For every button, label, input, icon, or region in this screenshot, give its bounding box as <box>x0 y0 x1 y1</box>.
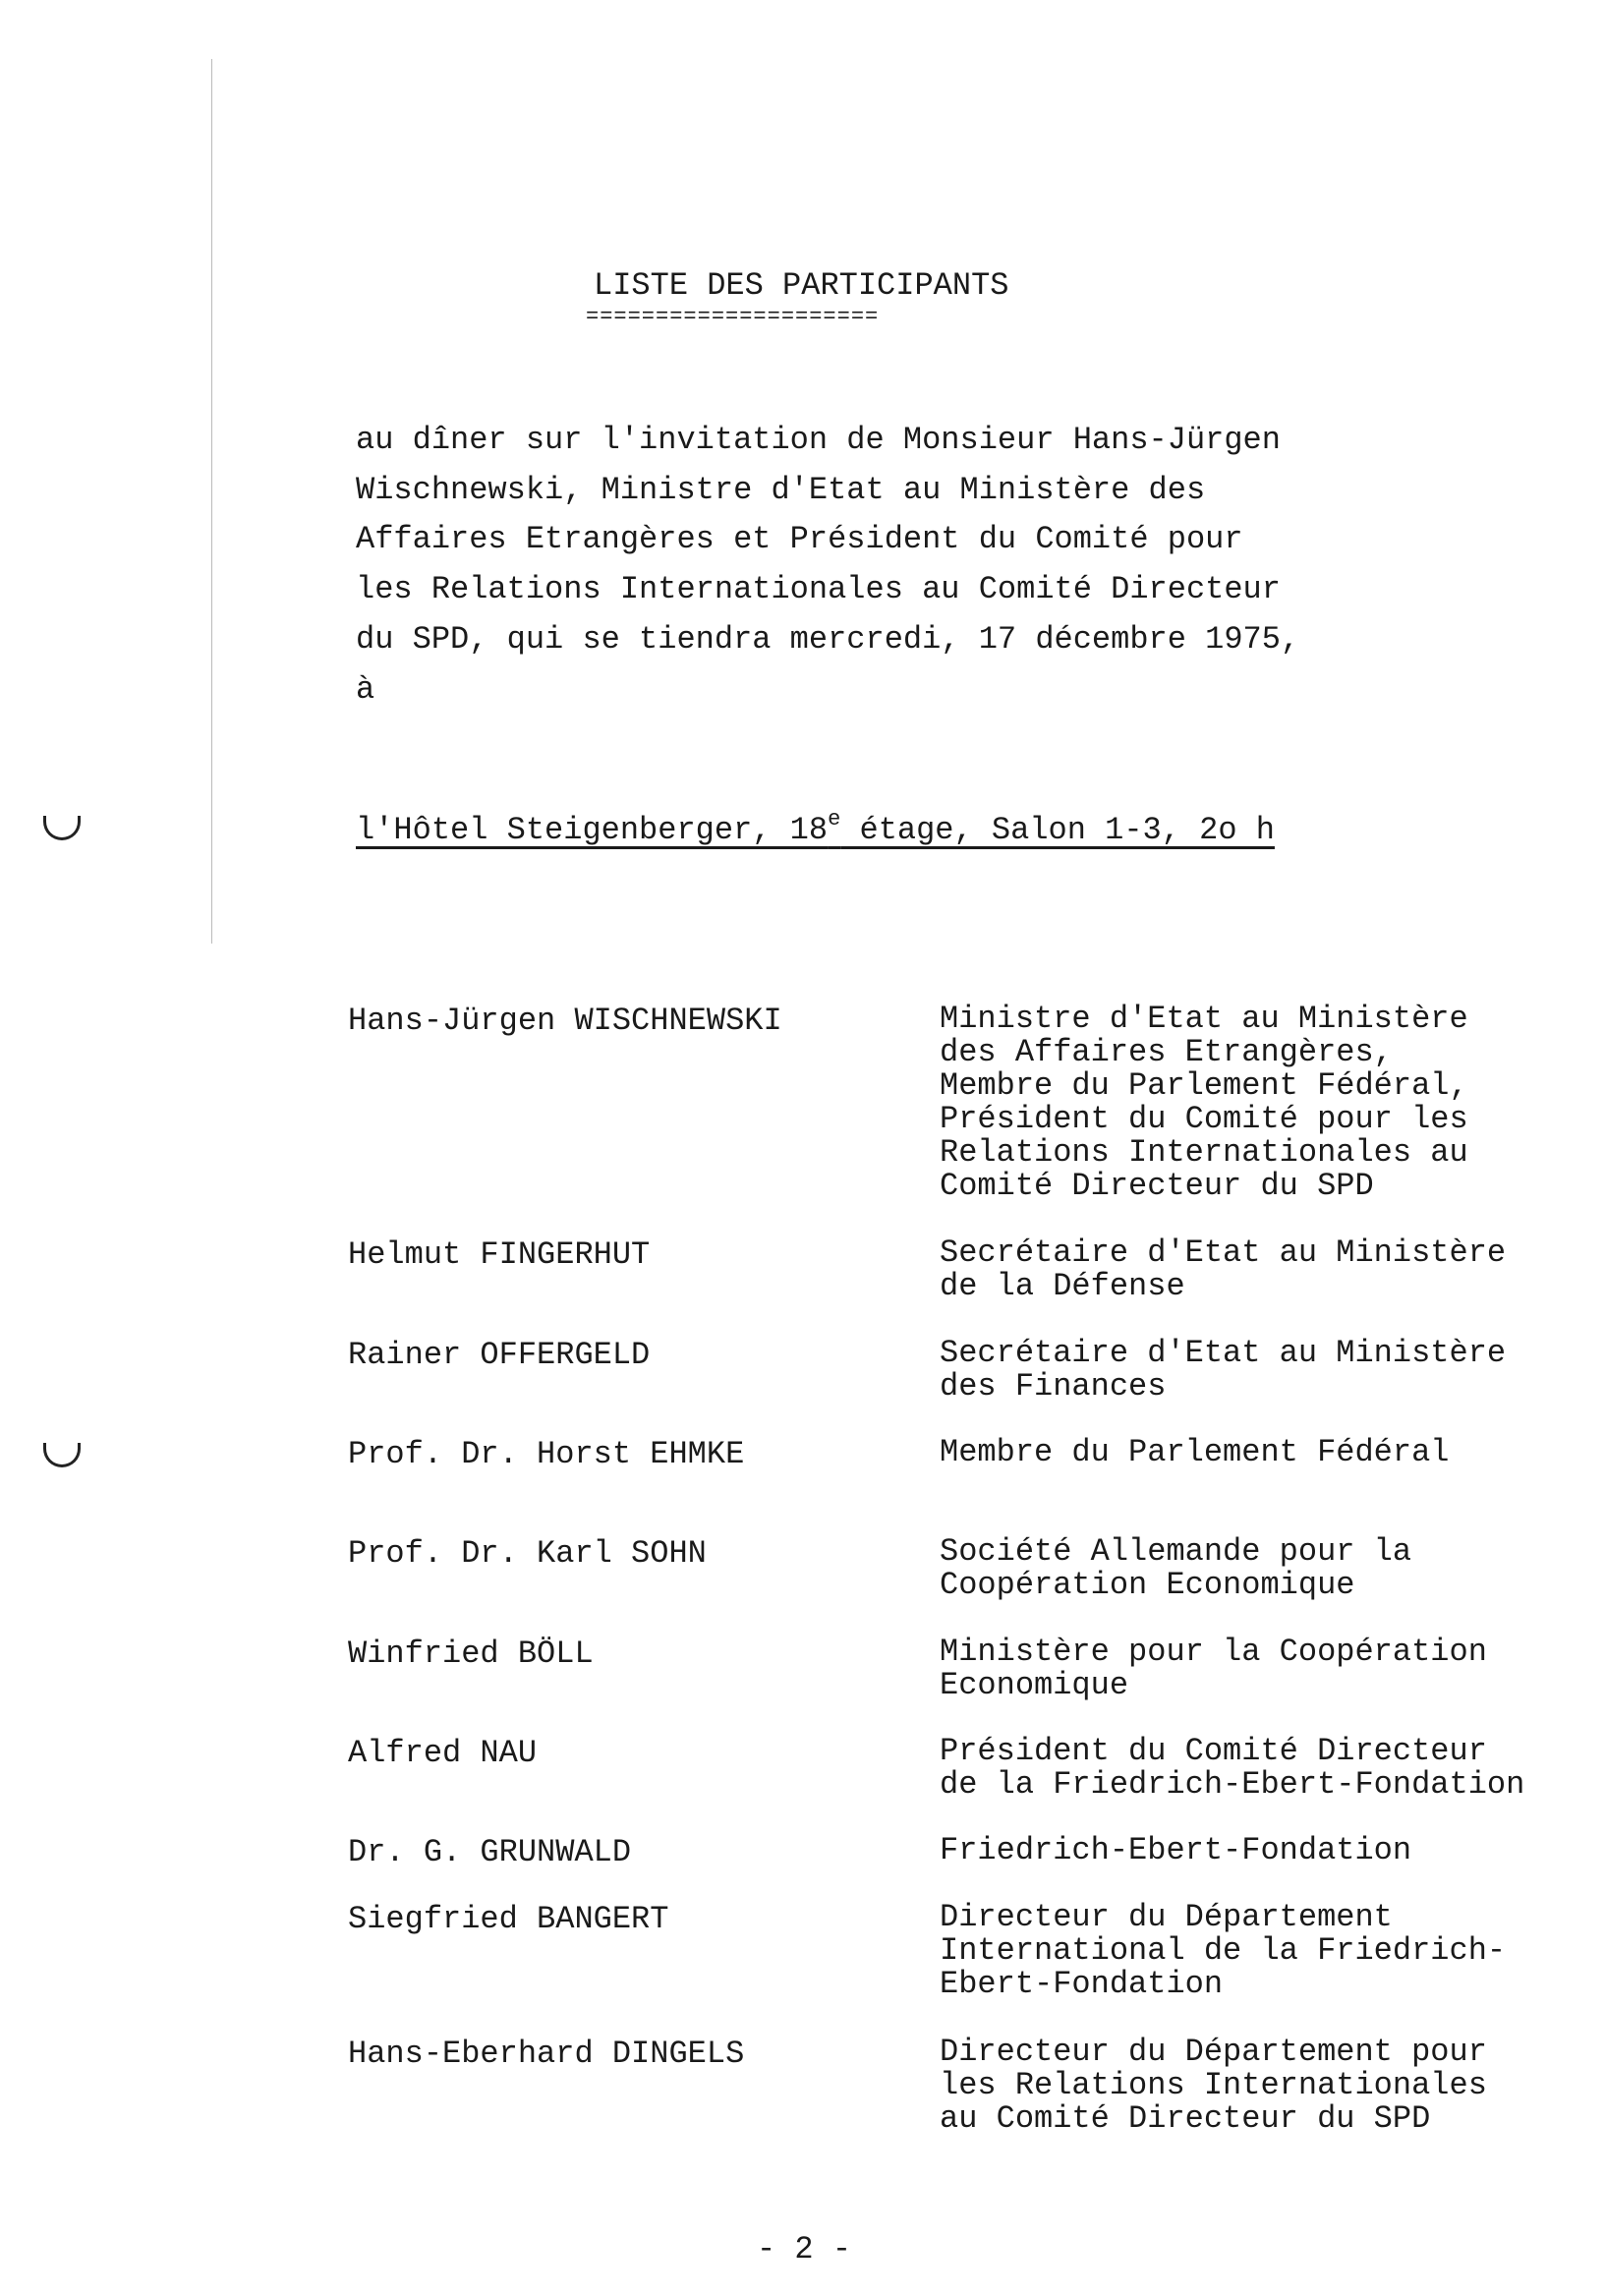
intro-line: Affaires Etrangères et Président du Comité pour <box>356 521 1243 557</box>
participant-role-line: Président du Comité Directeur <box>940 1733 1487 1769</box>
participant-role-line: International de la Friedrich- <box>940 1932 1507 1969</box>
document-title: LISTE DES PARTICIPANTS <box>594 267 1009 304</box>
margin-line <box>211 59 212 944</box>
participant-role-line: Membre du Parlement Fédéral <box>940 1434 1450 1470</box>
participant-role-line: Directeur du Département <box>940 1899 1393 1935</box>
participant-role-line: Membre du Parlement Fédéral, <box>940 1067 1468 1104</box>
participant-role-line: Economique <box>940 1667 1129 1703</box>
intro-line: Wischnewski, Ministre d'Etat au Ministère des <box>356 472 1206 508</box>
participant-role-line: Ebert-Fondation <box>940 1966 1224 2002</box>
binding-hole-mark <box>43 816 81 840</box>
participant-role-line: Directeur du Département pour <box>940 2034 1487 2070</box>
participant-role-line: Relations Internationales au <box>940 1134 1468 1171</box>
participant-name: Siegfried BANGERT <box>348 1901 669 1937</box>
participant-name: Alfred NAU <box>348 1735 538 1771</box>
participant-name: Prof. Dr. Horst EHMKE <box>348 1436 745 1472</box>
participant-role-line: de la Friedrich-Ebert-Fondation <box>940 1766 1525 1803</box>
venue-line: l'Hôtel Steigenberger, 18e étage, Salon 1-3, 2o h <box>356 807 1275 848</box>
participant-role-line: Secrétaire d'Etat au Ministère <box>940 1335 1507 1371</box>
participant-role-line: Société Allemande pour la <box>940 1533 1412 1570</box>
intro-line: les Relations Internationales au Comité Directeur <box>356 571 1281 607</box>
intro-line: au dîner sur l'invitation de Monsieur Hans-Jürgen <box>356 422 1281 458</box>
participant-name: Hans-Jürgen WISCHNEWSKI <box>348 1003 782 1039</box>
participant-role-line: Ministère pour la Coopération <box>940 1634 1487 1670</box>
participant-name: Winfried BÖLL <box>348 1636 594 1672</box>
participant-name: Helmut FINGERHUT <box>348 1236 651 1273</box>
participant-name: Dr. G. GRUNWALD <box>348 1834 632 1870</box>
participant-name: Prof. Dr. Karl SOHN <box>348 1535 707 1572</box>
binding-hole-mark <box>43 1443 81 1467</box>
participant-role-line: au Comité Directeur du SPD <box>940 2100 1431 2137</box>
participant-role-line: Ministre d'Etat au Ministère <box>940 1001 1468 1037</box>
participant-role-line: Friedrich-Ebert-Fondation <box>940 1832 1412 1868</box>
participant-name: Rainer OFFERGELD <box>348 1337 651 1373</box>
participant-role-line: Secrétaire d'Etat au Ministère <box>940 1234 1507 1271</box>
participant-role-line: les Relations Internationales <box>940 2067 1487 2103</box>
participant-role-line: des Finances <box>940 1368 1167 1405</box>
participant-role-line: Comité Directeur du SPD <box>940 1168 1374 1204</box>
participant-role-line: de la Défense <box>940 1268 1185 1304</box>
participant-name: Hans-Eberhard DINGELS <box>348 2036 745 2072</box>
participant-role-line: Président du Comité pour les <box>940 1101 1468 1137</box>
participant-role-line: des Affaires Etrangères, <box>940 1034 1393 1070</box>
intro-line: à <box>356 671 375 708</box>
title-underline-rule: ===================== <box>586 305 880 329</box>
participant-role-line: Coopération Economique <box>940 1567 1355 1603</box>
page-number: - 2 - <box>757 2231 852 2267</box>
intro-line: du SPD, qui se tiendra mercredi, 17 décembre 1975, <box>356 621 1300 658</box>
